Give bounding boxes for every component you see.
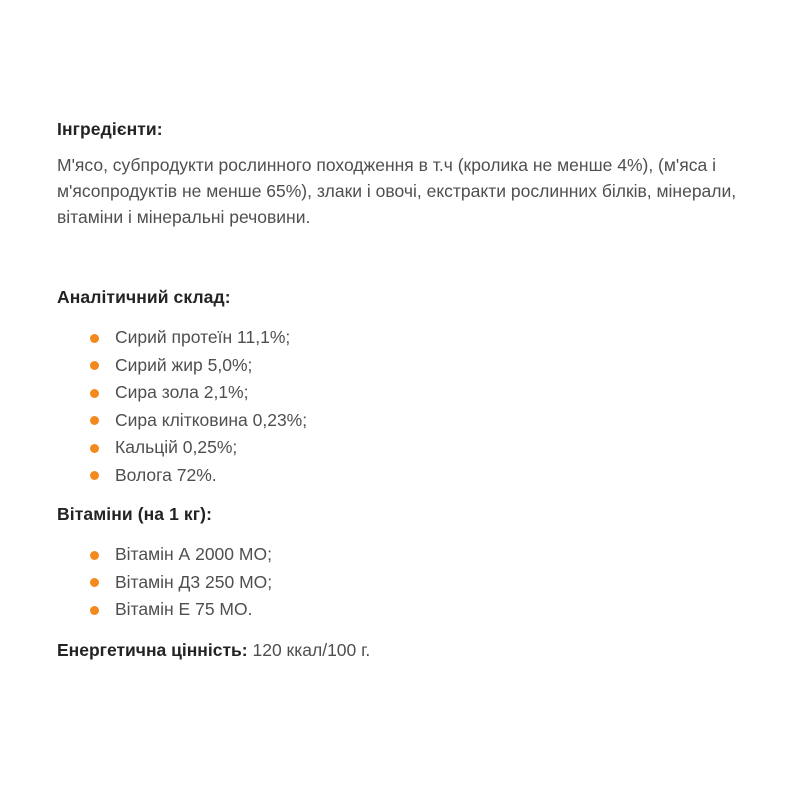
bullet-dot-icon bbox=[90, 416, 99, 425]
bullet-dot-icon bbox=[90, 389, 99, 398]
list-item-label: Вітамін А 2000 МО; bbox=[115, 544, 272, 564]
ingredients-heading: Інгредієнти: bbox=[57, 119, 163, 139]
list-item bbox=[90, 324, 745, 352]
list-item-label: Сира клітковина 0,23%; bbox=[115, 409, 308, 430]
analytical-composition-list bbox=[57, 324, 745, 489]
bullet-dot-icon bbox=[90, 334, 99, 343]
list-item bbox=[90, 434, 745, 462]
bullet-dot-icon bbox=[90, 471, 99, 480]
list-item-label: Сира зола 2,1%; bbox=[115, 382, 249, 402]
list-item-label: Вітамін Д3 250 МО; bbox=[115, 571, 273, 592]
list-item-label: Сирий протеїн 11,1%; bbox=[115, 327, 291, 347]
bullet-dot-icon bbox=[90, 578, 99, 587]
energy-value-label: Енергетична цінність: bbox=[57, 639, 248, 660]
ingredients-paragraph: М'ясо, субпродукти рослинного походження в т.ч (кролика не менше 4%), (м'яса і м'ясопродуктів не менше 65%), злаки і овочі, екстракти рослинних білків, мінерали, вітаміни і мінеральні речовини. bbox=[57, 155, 737, 227]
list-item bbox=[90, 462, 745, 490]
energy-value-line bbox=[57, 638, 745, 662]
bullet-dot-icon bbox=[90, 551, 99, 560]
bullet-dot-icon bbox=[90, 444, 99, 453]
list-item-label: Вітамін Е 75 МО. bbox=[115, 599, 253, 619]
energy-value-amount: 120 ккал/100 г. bbox=[252, 639, 371, 660]
list-item-label: Волога 72%. bbox=[115, 464, 217, 485]
vitamins-heading: Вітаміни (на 1 кг): bbox=[57, 504, 212, 524]
list-item bbox=[90, 541, 745, 569]
bullet-dot-icon bbox=[90, 606, 99, 615]
analytical-composition-heading: Аналітичний склад: bbox=[57, 287, 231, 307]
list-item-label: Сирий жир 5,0%; bbox=[115, 354, 253, 375]
vitamins-list bbox=[57, 541, 745, 624]
list-item-label: Кальцій 0,25%; bbox=[115, 437, 238, 457]
list-item bbox=[90, 407, 745, 435]
list-item bbox=[90, 379, 745, 407]
list-item bbox=[90, 352, 745, 380]
list-item bbox=[90, 596, 745, 624]
bullet-dot-icon bbox=[90, 361, 99, 370]
list-item bbox=[90, 569, 745, 597]
